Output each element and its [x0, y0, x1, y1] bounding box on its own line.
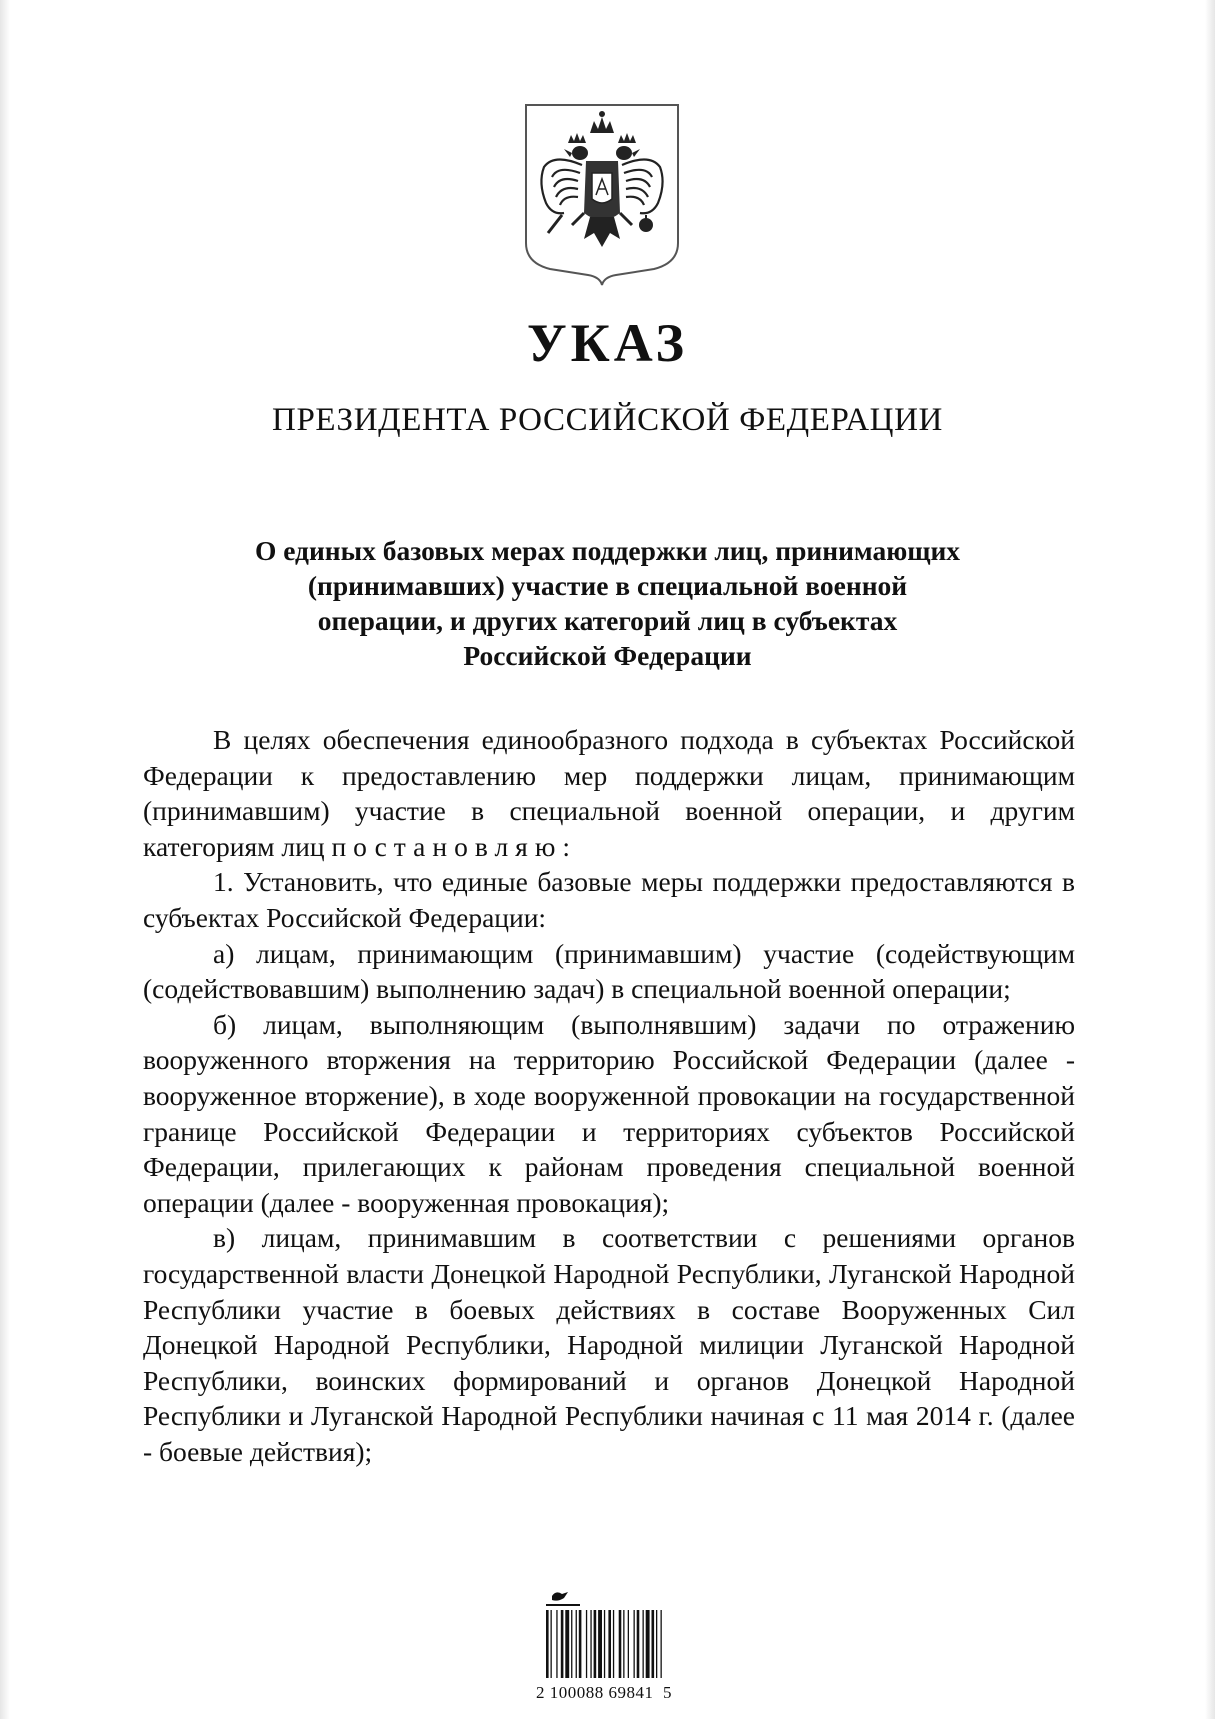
barcode-bar [628, 1610, 629, 1678]
barcode-bar [561, 1610, 564, 1678]
coat-of-arms-icon [524, 103, 680, 287]
intro-paragraph [143, 722, 1075, 864]
page-edge-right [1205, 0, 1215, 1719]
barcode-bar [608, 1610, 611, 1678]
item-c-paragraph: в) лицам, принимавшим в соответствии с решениями органов государственной власти Донецкой Народной Республики, Луганской Народной Республики участие в боевых действиях в составе Вооруженных Сил Донецкой Народной Республики, Народной милиции Луганской Народной Республики, воинских формирований и органов Донецкой Народной Республики и Луганской Народной Республики начиная с 11 мая 2014 г. (далее - боевые действия); [143, 1222, 1075, 1467]
barcode-bar [565, 1610, 569, 1678]
barcode-bar [594, 1610, 597, 1678]
title-line: Российской Федерации [463, 640, 752, 671]
barcode-bar [551, 1610, 552, 1678]
title-line: (принимавших) участие в специальной военной [307, 570, 908, 601]
barcode-number: 2 100088 69841 5 [536, 1683, 672, 1702]
intro-text: В целях обеспечения единообразного подхода в субъектах Российской Федерации к предоставлению мер поддержки лицам, принимающим (принимавшим) участие в специальной военной операции, и другим категориям лиц [143, 724, 1075, 862]
barcode-bar [634, 1610, 635, 1678]
barcode-bar [598, 1610, 602, 1678]
barcode-bar [643, 1610, 644, 1678]
title-line: О единых базовых мерах поддержки лиц, принимающих [254, 535, 961, 566]
barcode-bar [590, 1610, 591, 1678]
barcode-bar [619, 1610, 622, 1678]
item-1-paragraph: 1. Установить, что единые базовые меры поддержки предоставляются в субъектах Российской Федерации: [143, 866, 1075, 933]
barcode-bar [579, 1610, 582, 1678]
document-body [143, 722, 1075, 1469]
barcode-bar [613, 1610, 614, 1678]
item-a-paragraph: а) лицам, принимающим (принимавшим) участие (содействующим (содействовавшим) выполнению задач) в специальной военной операции; [143, 937, 1075, 1005]
barcode-bar [586, 1610, 587, 1678]
barcode-bar [661, 1610, 662, 1678]
barcode-bar [604, 1610, 605, 1678]
page-edge-left [0, 0, 10, 1719]
document-type-heading: УКАЗ [527, 313, 688, 373]
barcode-bar [646, 1610, 650, 1678]
barcode-bar [623, 1610, 624, 1678]
document-title [200, 533, 1015, 673]
barcode-bar [556, 1610, 557, 1678]
barcode-bar [637, 1610, 640, 1678]
decree-word: постановляю: [331, 830, 577, 862]
barcode-bar [571, 1610, 572, 1678]
barcode-bar [546, 1610, 549, 1678]
title-line: операции, и других категорий лиц в субъектах [317, 605, 898, 636]
barcode-bar [652, 1610, 655, 1678]
item-b-paragraph: б) лицам, выполняющим (выполнявшим) задачи по отражению вооруженного вторжения на территорию Российской Федерации (далее - вооруженное вторжение), в ходе вооруженной провокации на государственной границе Российской Федерации и территориях субъектов Российской Федерации, прилегающих к районам проведения специальной военной операции (далее - вооруженная провокация); [143, 1008, 1075, 1218]
barcode-bar [576, 1610, 577, 1678]
barcode-bar [656, 1610, 657, 1678]
issuer-heading: ПРЕЗИДЕНТА РОССИЙСКОЙ ФЕДЕРАЦИИ [272, 402, 943, 438]
